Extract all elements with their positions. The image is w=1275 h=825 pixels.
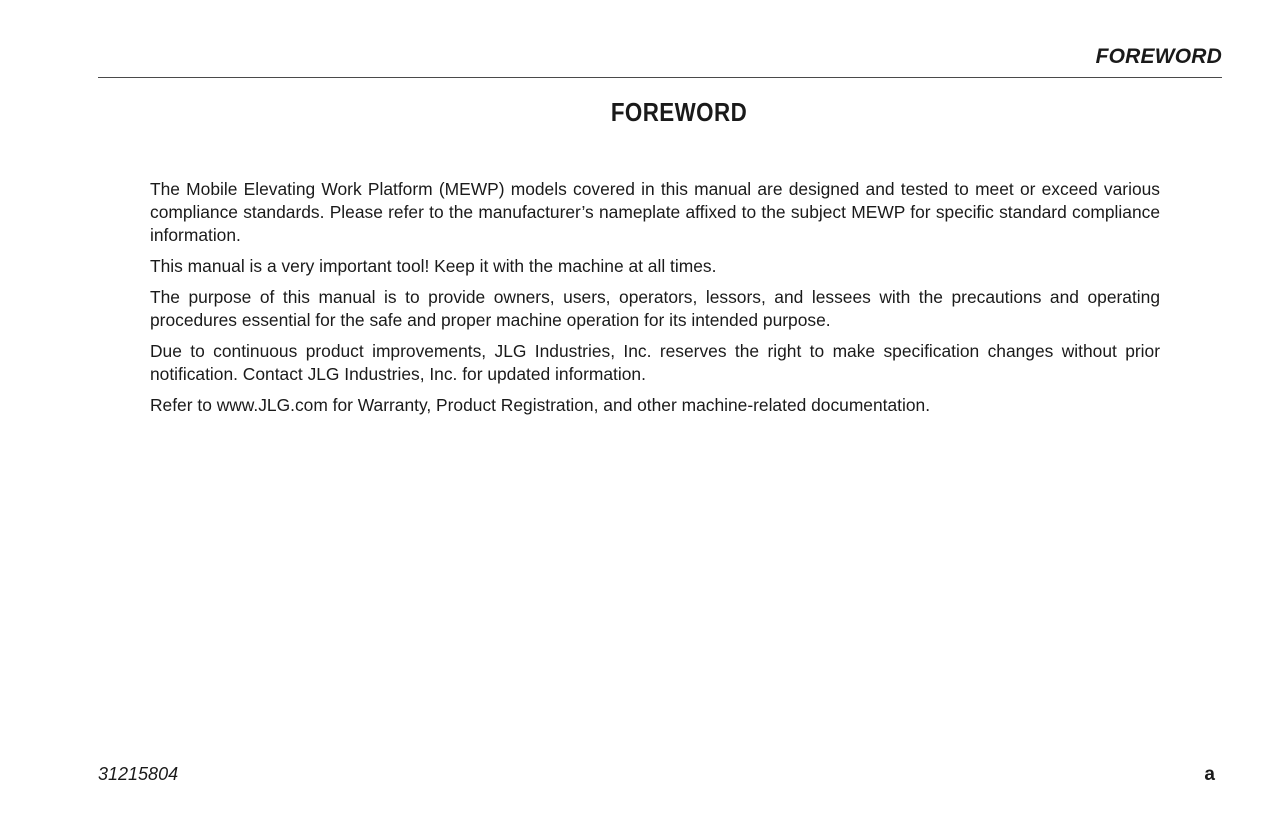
paragraph-improvements: Due to continuous product improvements, JLG Industries, Inc. reserves the right to make specification changes without prior notification. Contact JLG Industries, Inc. for updated information. <box>150 341 1160 384</box>
paragraph-website: Refer to www.JLG.com for Warranty, Product Registration, and other machine-related documentation. <box>150 395 931 415</box>
footer-document-number: 31215804 <box>98 764 179 784</box>
paragraph-compliance: The Mobile Elevating Work Platform (MEWP) models covered in this manual are designed and tested to meet or exceed various compliance standards. Please refer to the manufacturer’s nameplate affixed to the subject MEWP for specific standard compliance information. <box>150 179 1160 245</box>
body-text <box>150 178 1160 425</box>
footer-page-label: a <box>1204 764 1215 785</box>
paragraph-purpose: The purpose of this manual is to provide owners, users, operators, lessors, and lessees with the precautions and operating procedures essential for the safe and proper machine operation for its intended purpose. <box>150 287 1160 330</box>
running-header: FOREWORD <box>1095 45 1222 68</box>
paragraph-important-tool: This manual is a very important tool! Keep it with the machine at all times. <box>150 256 717 276</box>
page-title: FOREWORD <box>610 97 748 127</box>
header-rule <box>98 77 1222 78</box>
